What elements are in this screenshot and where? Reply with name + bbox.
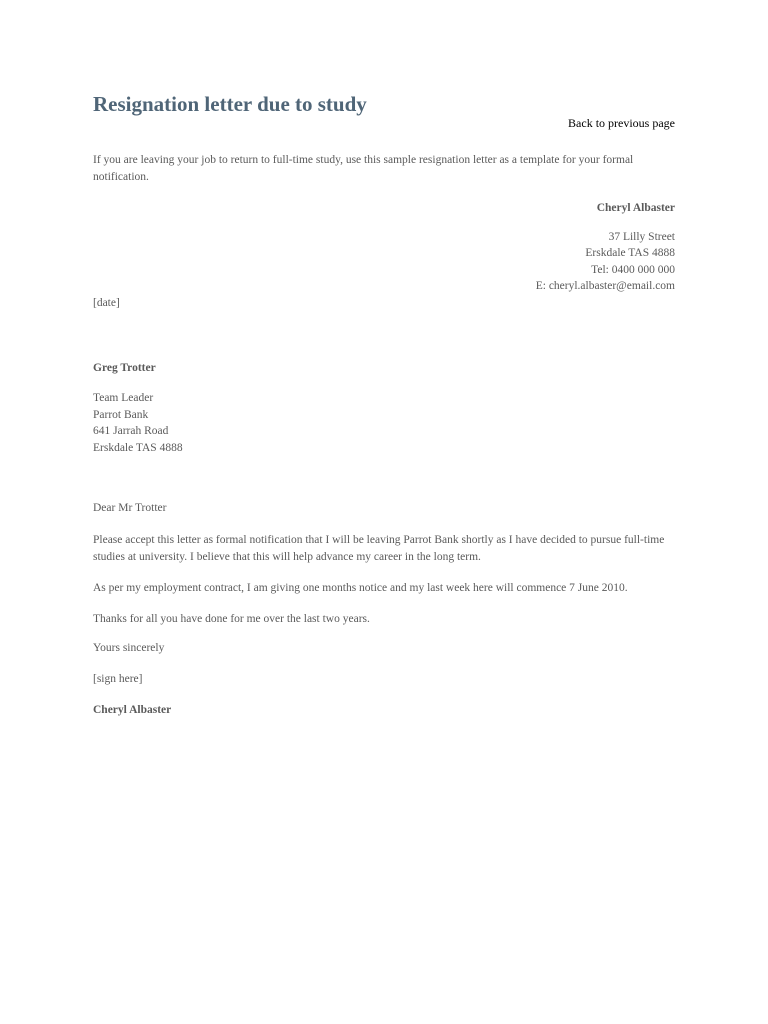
sender-name: Cheryl Albaster	[596, 202, 675, 214]
sender-address-block	[536, 200, 675, 295]
recipient-company: Parrot Bank	[93, 408, 149, 421]
sender-email: E: cheryl.albaster@email.com	[535, 280, 675, 293]
recipient-name: Greg Trotter	[93, 362, 156, 374]
recipient-address-block	[93, 360, 183, 456]
letter-paragraph: Thanks for all you have done for me over the last two years.	[93, 613, 370, 625]
page-title: Resignation letter due to study	[93, 92, 367, 116]
back-to-previous-page-link[interactable]: Back to previous page	[568, 116, 675, 130]
sender-suburb: Erskdale TAS 4888	[585, 247, 675, 260]
recipient-title: Team Leader	[93, 392, 154, 404]
letter-paragraph: Please accept this letter as formal notification that I will be leaving Parrot Bank shortly as I have decided to pursue full-time studies at university. I believe that this will help advance my career in the long term.	[93, 534, 665, 563]
letter-salutation: Dear Mr Trotter	[93, 502, 167, 514]
intro-text: If you are leaving your job to return to full-time study, use this sample resignation letter as a template for your formal notification.	[93, 154, 634, 183]
sender-phone: Tel: 0400 000 000	[591, 263, 675, 276]
signature-placeholder: [sign here]	[93, 673, 143, 685]
letter-date: [date]	[93, 297, 120, 309]
recipient-street: 641 Jarrah Road	[93, 425, 169, 438]
letter-paragraph: As per my employment contract, I am giving one months notice and my last week here will commence 7 June 2010.	[93, 582, 628, 594]
letter-closing: Yours sincerely	[93, 642, 165, 654]
sender-street: 37 Lilly Street	[608, 231, 675, 243]
recipient-suburb: Erskdale TAS 4888	[93, 441, 183, 454]
signature-name: Cheryl Albaster	[93, 704, 172, 716]
document-page	[93, 0, 675, 1024]
